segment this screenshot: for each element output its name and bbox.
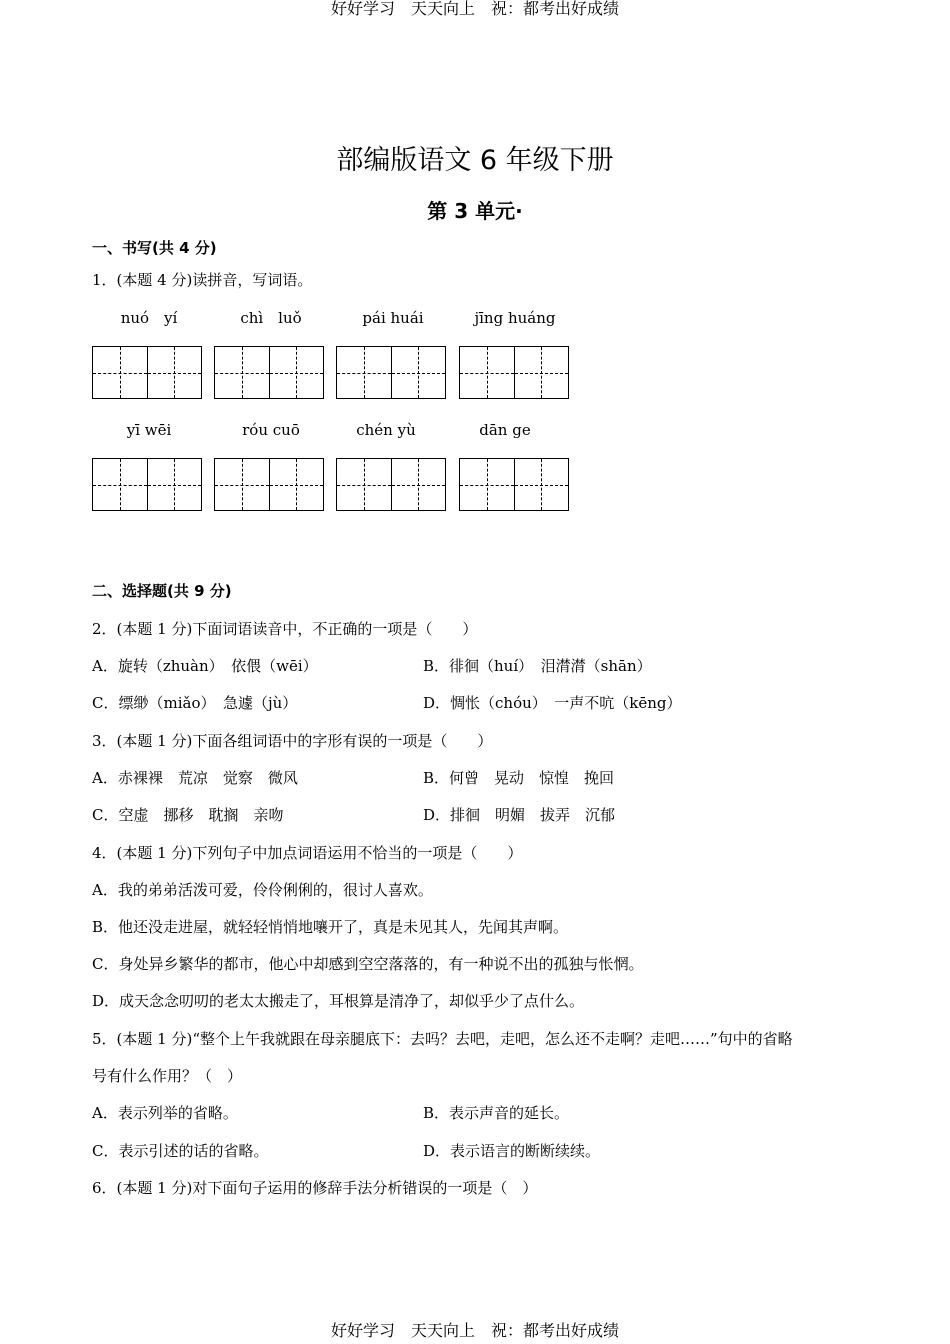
question-4-option-a[interactable]: A．我的弟弟活泼可爱，伶伶俐俐的，很讨人喜欢。 bbox=[92, 881, 433, 899]
question-2-option-d[interactable]: D．惆怅（chóu） 一声不吭（kēng） bbox=[423, 694, 682, 712]
writing-grid[interactable] bbox=[336, 346, 446, 399]
question-5-stem-continued: 号有什么作用？（ ） bbox=[92, 1067, 243, 1085]
question-4-option-b[interactable]: B．他还没走进屋，就轻轻悄悄地嚷开了，真是未见其人，先闻其声啊。 bbox=[92, 918, 569, 936]
question-3-option-a[interactable]: A．赤裸裸 荒凉 觉察 微风 bbox=[92, 769, 298, 787]
question-4-option-d[interactable]: D．成天念念叨叨的老太太搬走了，耳根算是清净了，却似乎少了点什么。 bbox=[92, 992, 585, 1010]
question-2-option-c[interactable]: C．缥缈（miǎo） 急遽（jù） bbox=[92, 694, 298, 712]
pinyin-label: yī wēi bbox=[126, 421, 172, 439]
question-2-option-b[interactable]: B．徘徊（huí） 泪潸潸（shān） bbox=[423, 657, 652, 675]
writing-grid[interactable] bbox=[92, 458, 202, 511]
writing-grid[interactable] bbox=[336, 458, 446, 511]
pinyin-label: jīng huáng bbox=[474, 309, 556, 327]
pinyin-label: pái huái bbox=[362, 309, 424, 327]
question-5-stem: 5．(本题 1 分)“整个上午我就跟在母亲腿底下：去吗？去吧，走吧，怎么还不走啊？走吧……”句中的省略 bbox=[92, 1030, 793, 1048]
question-1-stem: 1．(本题 4 分)读拼音，写词语。 bbox=[92, 271, 313, 289]
question-4-stem: 4．(本题 1 分)下列句子中加点词语运用不恰当的一项是（ ） bbox=[92, 844, 523, 862]
writing-grid[interactable] bbox=[92, 346, 202, 399]
question-2-option-a[interactable]: A．旋转（zhuàn） 依偎（wēi） bbox=[92, 657, 318, 675]
question-5-option-c[interactable]: C．表示引述的话的省略。 bbox=[92, 1142, 269, 1160]
question-5-option-d[interactable]: D．表示语言的断断续续。 bbox=[423, 1142, 601, 1160]
pinyin-label: róu cuō bbox=[242, 421, 300, 439]
writing-grid[interactable] bbox=[459, 458, 569, 511]
pinyin-label: nuó yí bbox=[120, 309, 178, 327]
question-2-stem: 2．(本题 1 分)下面词语读音中，不正确的一项是（ ） bbox=[92, 620, 478, 638]
writing-grid[interactable] bbox=[214, 458, 324, 511]
question-4-option-c[interactable]: C．身处异乡繁华的都市，他心中却感到空空落落的，有一种说不出的孤独与怅惘。 bbox=[92, 955, 644, 973]
pinyin-label: chén yù bbox=[356, 421, 416, 439]
writing-grid[interactable] bbox=[214, 346, 324, 399]
unit-subtitle: 第 3 单元· bbox=[427, 199, 523, 223]
page-title: 部编版语文 6 年级下册 bbox=[336, 145, 614, 176]
pinyin-label: dān ge bbox=[479, 421, 531, 439]
page-header: 好好学习 天天向上 祝：都考出好成绩 bbox=[330, 0, 619, 18]
question-3-stem: 3．(本题 1 分)下面各组词语中的字形有误的一项是（ ） bbox=[92, 732, 493, 750]
writing-grid[interactable] bbox=[459, 346, 569, 399]
question-3-option-b[interactable]: B．何曾 晃动 惊惶 挽回 bbox=[423, 769, 615, 787]
question-5-option-b[interactable]: B．表示声音的延长。 bbox=[423, 1104, 570, 1122]
question-3-option-c[interactable]: C．空虚 挪移 耽搁 亲吻 bbox=[92, 806, 284, 824]
question-3-option-d[interactable]: D．排徊 明媚 拔弄 沉郁 bbox=[423, 806, 616, 824]
question-5-option-a[interactable]: A．表示列举的省略。 bbox=[92, 1104, 238, 1122]
page-footer: 好好学习 天天向上 祝：都考出好成绩 bbox=[330, 1321, 619, 1340]
question-6-stem: 6．(本题 1 分)对下面句子运用的修辞手法分析错误的一项是（ ） bbox=[92, 1179, 538, 1197]
section-writing-heading: 一、书写(共 4 分) bbox=[92, 239, 217, 257]
section-choice-heading: 二、选择题(共 9 分) bbox=[92, 582, 232, 600]
pinyin-label: chì luǒ bbox=[240, 309, 302, 327]
